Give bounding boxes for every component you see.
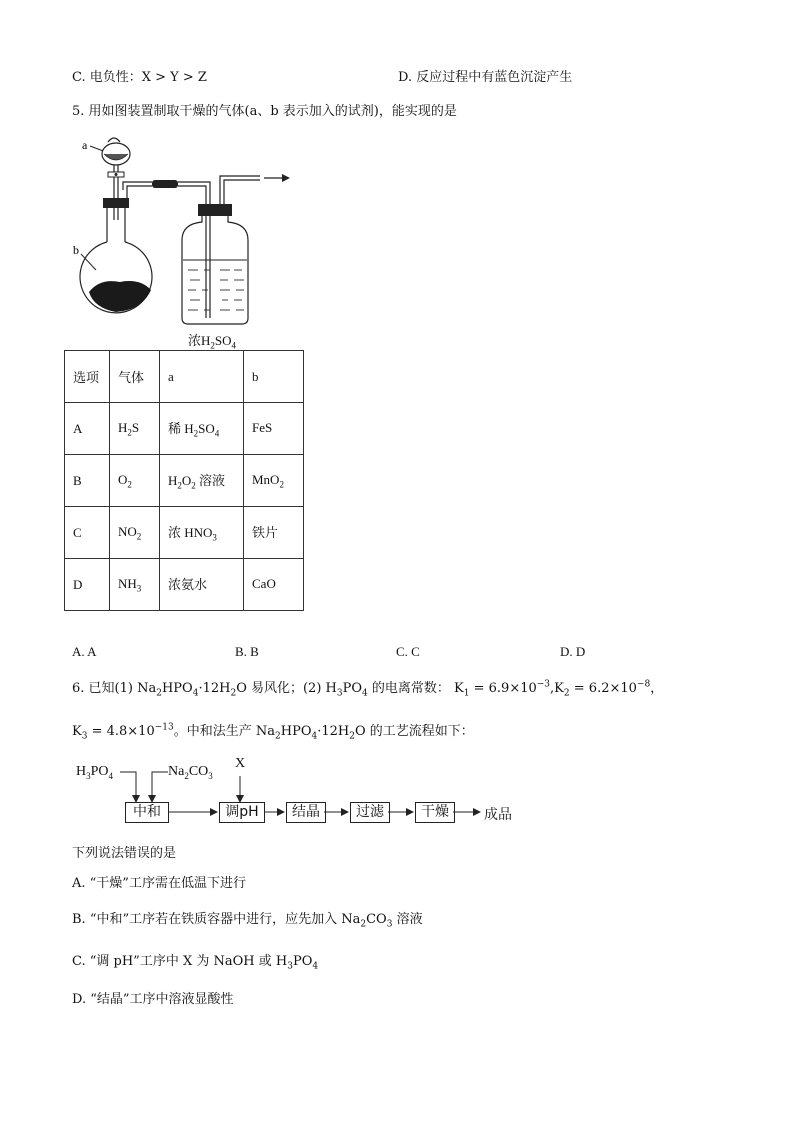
gas-apparatus-diagram xyxy=(70,130,310,335)
q6-option-c: C. “调 pH”工序中 X 为 NaOH 或 $H_3PO_4$ xyxy=(72,954,319,972)
q5-choice-c: C. C xyxy=(396,644,420,659)
row-reagent-b: CaO xyxy=(244,559,304,611)
row-reagent-b: FeS xyxy=(244,403,304,455)
row-option: C xyxy=(65,507,110,559)
table-row xyxy=(65,507,304,559)
header-a: a xyxy=(160,351,244,403)
q6-option-b: B. “中和”工序若在铁质容器中进行，应先加入 $Na_2CO_3$ 溶液 xyxy=(72,912,423,930)
row-reagent-a: 浓氨水 xyxy=(160,559,244,611)
row-gas: $O_2$ xyxy=(110,455,160,507)
q4-option-d: D. 反应过程中有蓝色沉淀产生 xyxy=(398,70,573,85)
flow-step-dry: 干燥 xyxy=(415,802,455,823)
flow-step-filter: 过滤 xyxy=(350,802,390,823)
table-row xyxy=(65,403,304,455)
header-b: b xyxy=(244,351,304,403)
row-option: D xyxy=(65,559,110,611)
row-reagent-a: $H_2O_2$ 溶液 xyxy=(160,455,244,507)
row-reagent-b: 铁片 xyxy=(244,507,304,559)
flow-product: 成品 xyxy=(484,807,512,823)
flow-input-na2co3: $Na_2CO_3$ xyxy=(168,764,213,781)
q4-option-c: C. 电负性：X > Y > Z xyxy=(72,70,207,85)
header-gas: 气体 xyxy=(110,351,160,403)
table-row xyxy=(65,559,304,611)
row-gas: $H_2S$ xyxy=(110,403,160,455)
q5-choice-a: A. A xyxy=(72,644,97,659)
row-option: A xyxy=(65,403,110,455)
header-option: 选项 xyxy=(65,351,110,403)
row-gas: $NO_2$ xyxy=(110,507,160,559)
label-a: a xyxy=(82,138,88,152)
row-reagent-b: MnO$_2$ xyxy=(244,455,304,507)
table-row xyxy=(65,455,304,507)
row-reagent-a: 浓 $HNO_3$ xyxy=(160,507,244,559)
flow-input-x: X xyxy=(235,756,246,771)
row-gas: $NH_3$ xyxy=(110,559,160,611)
row-option: B xyxy=(65,455,110,507)
q6-option-a: A. “干燥”工序需在低温下进行 xyxy=(72,876,246,891)
flow-step-crystallize: 结晶 xyxy=(286,802,326,823)
q6-option-d: D. “结晶”工序中溶液显酸性 xyxy=(72,992,234,1007)
flow-step-adjust-ph: 调pH xyxy=(219,802,265,823)
label-b: b xyxy=(73,243,79,257)
q6-ask: 下列说法错误的是 xyxy=(72,846,177,861)
reagent-table xyxy=(64,350,304,611)
bottle-label: 浓$H_2SO_4$ xyxy=(188,333,237,351)
table-header-row xyxy=(65,351,304,403)
q6-line1: 6. 已知(1) $Na_2HPO_4\cdot 12H_2O$ 易风化；(2) $H_3PO_4$ 的电离常数： $K_1 = 6.9\times 10^{-3},K_2 = 6.2\times 10^{-8}$， xyxy=(72,679,664,699)
flow-step-neutralize: 中和 xyxy=(125,802,169,823)
q5-choice-d: D. D xyxy=(560,644,586,659)
q5-choice-b: B. B xyxy=(235,644,259,659)
flow-input-h3po4: $H_3PO_4$ xyxy=(76,764,114,781)
q5-stem: 5. 用如图装置制取干燥的气体(a、b 表示加入的试剂)，能实现的是 xyxy=(72,104,457,119)
q6-line2: $K_3 = 4.8\times 10^{-13}$。中和法生产 $Na_2HPO_4\cdot 12H_2O$ 的工艺流程如下： xyxy=(72,722,474,742)
row-reagent-a: 稀 $H_2SO_4$ xyxy=(160,403,244,455)
